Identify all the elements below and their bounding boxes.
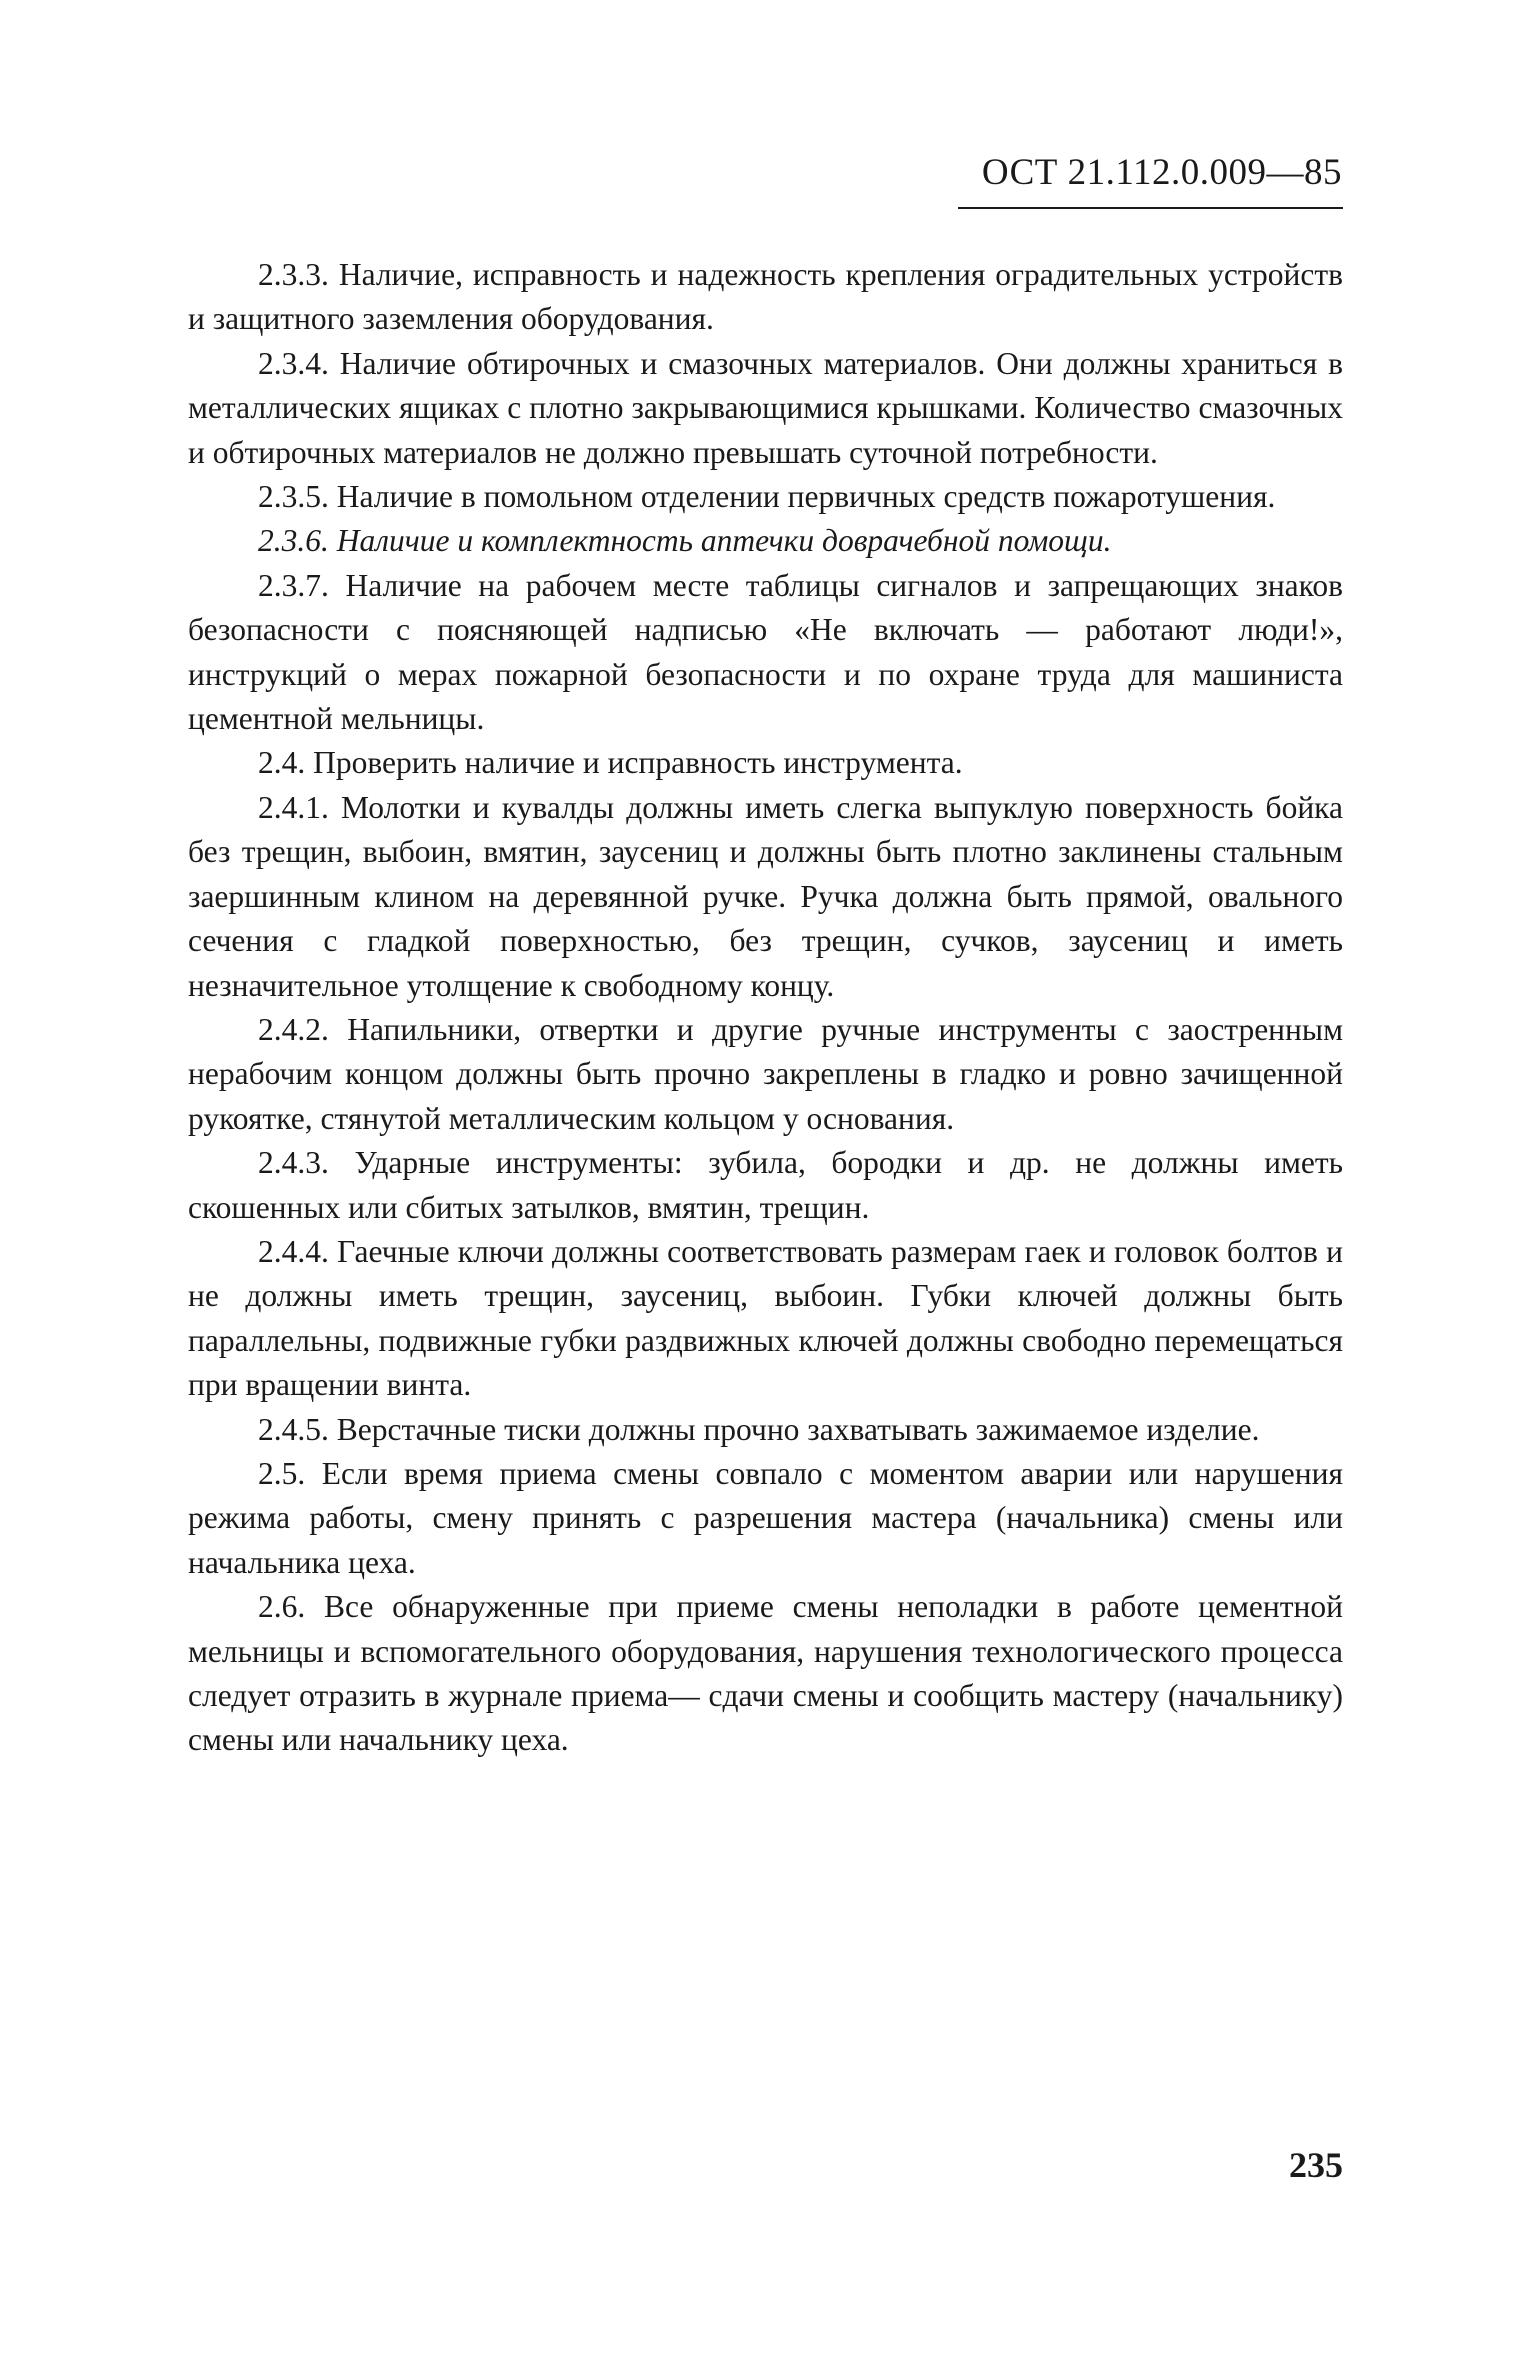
paragraph-2-3-6: 2.3.6. Наличие и комплектность аптечки доврачебной помощи. — [258, 523, 1112, 559]
paragraph-2-3-3: 2.3.3. Наличие, исправность и надежность крепления оградительных устройств и защитного заземления оборудования. — [188, 257, 1343, 337]
paragraph-2-3-4: 2.3.4. Наличие обтирочных и смазочных материалов. Они должны храниться в металлических ящиках с плотно закрывающимися крышками. Количество смазочных и обтирочных материалов не должно превышать суточной потребности. — [188, 345, 1343, 470]
paragraph-2-3-5: 2.3.5. Наличие в помольном отделении первичных средств пожаротушения. — [258, 479, 1276, 515]
paragraph-2-5: 2.5. Если время приема смены совпало с моментом аварии или нарушения режима работы, смену принять с разрешения мастера (начальника) смены или начальника цеха. — [188, 1455, 1343, 1580]
paragraph-2-6: 2.6. Все обнаруженные при приеме смены неполадки в работе цементной мельницы и вспомогательного оборудования, нарушения технологического процесса следует отразить в журнале приема— сдачи смены и сообщить мастеру (начальнику) смены или начальнику цеха. — [188, 1589, 1343, 1758]
paragraph-2-4-4: 2.4.4. Гаечные ключи должны соответствовать размерам гаек и головок болтов и не должны иметь трещин, заусениц, выбоин. Губки ключей должны быть параллельны, подвижные губки раздвижных ключей должны свободно перемещаться при вращении винта. — [188, 1233, 1343, 1403]
paragraph-2-4-2: 2.4.2. Напильники, отвертки и другие ручные инструменты с заостренным нерабочим концом должны быть прочно закреплены в гладко и ровно зачищенной рукоятке, стянутой металлическим кольцом у основания. — [188, 1011, 1343, 1136]
body-text — [188, 253, 1343, 1763]
page-number: 235 — [1289, 2145, 1343, 2185]
document-code-header: ОСТ 21.112.0.009—85 — [981, 152, 1342, 193]
paragraph-2-3-7: 2.3.7. Наличие на рабочем месте таблицы сигналов и запрещающих знаков безопасности с поясняющей надписью «Не включать — работают люди!», инструкций о мерах пожарной безопасности и по охране труда для машиниста цементной мельницы. — [188, 567, 1343, 737]
paragraph-2-4-3: 2.4.3. Ударные инструменты: зубила, бородки и др. не должны иметь скошенных или сбитых затылков, вмятин, трещин. — [188, 1145, 1343, 1225]
paragraph-2-4: 2.4. Проверить наличие и исправность инструмента. — [258, 745, 963, 781]
header-rule-divider — [958, 207, 1343, 209]
paragraph-2-4-1: 2.4.1. Молотки и кувалды должны иметь слегка выпуклую поверхность бойка без трещин, выбоин, вмятин, заусениц и должны быть плотно заклинены стальным заершинным клином на деревянной ручке. Ручка должна быть прямой, овального сечения с гладкой поверхностью, без трещин, сучков, заусениц и иметь незначительное утолщение к свободному концу. — [188, 789, 1343, 1003]
paragraph-2-4-5: 2.4.5. Верстачные тиски должны прочно захватывать зажимаемое изделие. — [258, 1411, 1260, 1447]
